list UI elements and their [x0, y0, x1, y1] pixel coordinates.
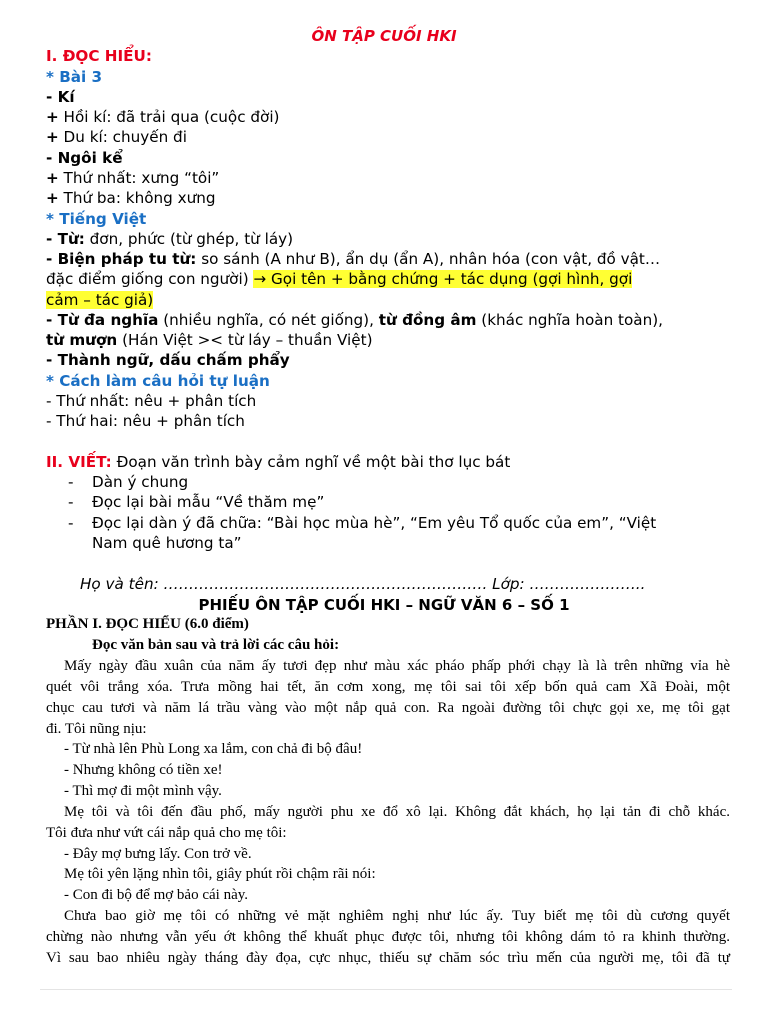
tu-line: - Từ: đơn, phức (từ ghép, từ láy) [46, 230, 294, 248]
part-1-heading: PHẦN I. ĐỌC HIỂU (6.0 điểm) [46, 616, 249, 632]
viet-item: Dàn ý chung [92, 473, 189, 491]
name-class-line: Họ và tên: ………………………………………………………. Lớp: ………………….. [80, 575, 646, 593]
thanh-ngu-line: - Thành ngữ, dấu chấm phẩy [46, 351, 290, 369]
passage-line: chừng nào nhưng vẫn yếu ớt không thể khuất phục được tôi, nhưng tôi không dám tỏ ra khinh thường. [46, 929, 730, 945]
passage-line: Chưa bao giờ mẹ tôi có những vẻ mặt nghiêm nghị như lúc ấy. Tuy biết mẹ tôi dù cương quyết [64, 908, 730, 924]
passage-line: - Thì mợ đi một mình vậy. [64, 783, 222, 799]
subheading-cach-lam: * Cách làm câu hỏi tự luận [46, 372, 270, 390]
passage-line: - Từ nhà lên Phù Long xa lắm, con chả đi bộ đâu! [64, 741, 363, 757]
bullet-dash: - [68, 514, 74, 532]
thu-nhat-line: + Thứ nhất: xưng “tôi” [46, 169, 220, 187]
document-title: ÔN TẬP CUỐI HKI [311, 27, 457, 45]
highlight-text: → Gọi tên + bằng chứng + tác dụng (gợi hình, gợi [253, 270, 633, 288]
passage-line: Tôi đưa như vứt cái nắp quả cho mẹ tôi: [46, 825, 287, 841]
bptt-line: - Biện pháp tu từ: so sánh (A như B), ẩn dụ (ẩn A), nhân hóa (con vật, đồ vật… [46, 250, 661, 268]
viet-item: Đọc lại bài mẫu “Về thăm mẹ” [92, 493, 325, 511]
passage-line: chục cau tươi và năm lá trầu vàng vào một nắp quả con. Ra ngoài đường tôi chực gọi xe, mẹ tôi gạt [46, 700, 730, 716]
bptt-line-2: đặc điểm giống con người) → Gọi tên + bằng chứng + tác dụng (gợi hình, gợi [46, 270, 633, 288]
thu-hai-tu-luan: - Thứ hai: nêu + phân tích [46, 412, 245, 430]
bullet-dash: - [68, 493, 74, 511]
passage-line: Mấy ngày đầu xuân của năm ấy tươi đẹp như màu xác pháo phấp phới chạy là là trên những vỉa hè [64, 658, 730, 674]
tu-muon-line: từ mượn (Hán Việt >< từ láy – thuần Việt) [46, 331, 373, 349]
viet-item: Đọc lại dàn ý đã chữa: “Bài học mùa hè”, “Em yêu Tổ quốc của em”, “Việt [92, 514, 657, 532]
passage-line: - Con đi bộ để mợ bảo cái này. [64, 887, 248, 903]
ki-heading: - Kí [46, 88, 75, 106]
ngoi-ke-heading: - Ngôi kể [46, 149, 123, 167]
hoi-ki-line: + Hồi kí: đã trải qua (cuộc đời) [46, 108, 280, 126]
passage-line: Mẹ tôi và tôi đến đầu phố, mấy người phu xe đổ xô lại. Không đắt khách, họ lại tản đi chỗ khác. [64, 804, 730, 820]
thu-ba-line: + Thứ ba: không xưng [46, 189, 216, 207]
passage-line: đi. Tôi nũng nịu: [46, 721, 147, 737]
passage-line: - Đây mợ bưng lấy. Con trở về. [64, 846, 252, 862]
du-ki-line: + Du kí: chuyến đi [46, 128, 187, 146]
passage-line: Mẹ tôi yên lặng nhìn tôi, giây phút rồi chậm rãi nói: [64, 866, 376, 882]
thu-nhat-tu-luan: - Thứ nhất: nêu + phân tích [46, 392, 257, 410]
section-1-heading: I. ĐỌC HIỂU: [46, 47, 152, 65]
subheading-bai-3: * Bài 3 [46, 68, 103, 86]
section-2-heading: II. VIẾT: Đoạn văn trình bày cảm nghĩ về một bài thơ lục bát [46, 453, 511, 471]
reading-instruction: Đọc văn bản sau và trả lời các câu hỏi: [92, 637, 340, 653]
highlight-text: cảm – tác giả) [46, 291, 154, 309]
page-divider [40, 989, 732, 990]
subheading-tieng-viet: * Tiếng Việt [46, 210, 147, 228]
worksheet-title: PHIẾU ÔN TẬP CUỐI HKI – NGỮ VĂN 6 – SỐ 1 [198, 596, 570, 614]
viet-item-continued: Nam quê hương ta” [92, 534, 242, 552]
passage-line: - Nhưng không có tiền xe! [64, 762, 223, 778]
tu-da-nghia-line: - Từ đa nghĩa (nhiều nghĩa, có nét giống), từ đồng âm (khác nghĩa hoàn toàn), [46, 311, 663, 329]
bullet-dash: - [68, 473, 74, 491]
passage-line: quét vôi trắng xóa. Trưa mồng hai tết, ăn cơm xong, mẹ tôi sai tôi xếp bốn quả cam Xã Đoài, một [46, 679, 730, 695]
bptt-line-3 [46, 291, 153, 309]
passage-line: Vì sau bao nhiêu ngày tháng đày đọa, cực nhục, thiếu sự chăm sóc trìu mến của người mẹ, tôi đã tự [46, 950, 730, 966]
